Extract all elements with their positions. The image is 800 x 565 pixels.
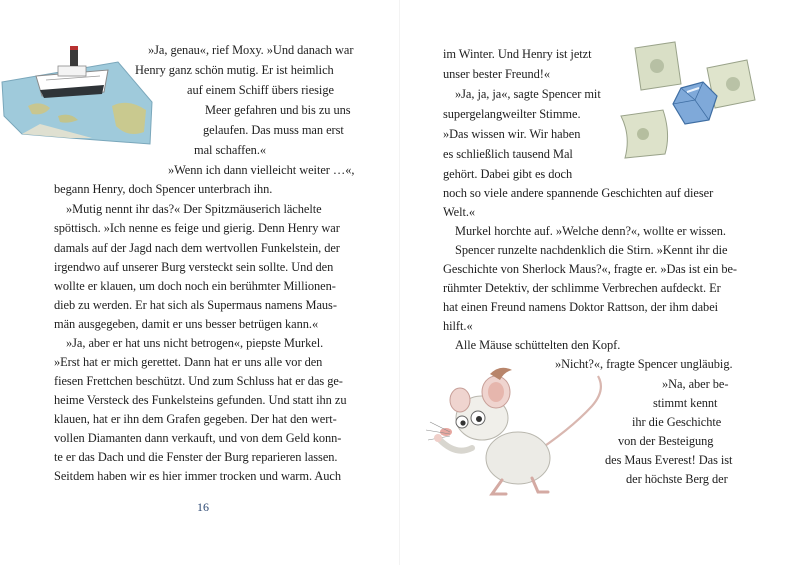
text-line: »Das wissen wir. Wir haben [443,127,581,141]
text-line: rühmter Detektiv, der schlimme Verbrechen aufdeckt. Er [443,281,721,295]
text-line: gelaufen. Das muss man erst [203,123,344,137]
text-line: »Na, aber be- [662,377,729,391]
text-line: im Winter. Und Henry ist jetzt [443,47,592,61]
text-line: fiesen Frettchen beschützt. Und zum Schluss hat er das ge- [54,374,343,388]
text-line: wollte er klauen, um doch noch ein berühmter Millionen- [54,279,336,293]
text-line: mal schaffen.« [194,143,267,157]
text-line: Welt.« [443,205,476,219]
text-line: stimmt kennt [653,396,718,410]
mouse-character-illustration [420,360,620,500]
text-line: »Ja, aber er hat uns nicht betrogen«, piepste Murkel. [66,336,324,350]
text-line: »Mutig nennt ihr das?« Der Spitzmäuserich lächelte [66,202,322,216]
text-line: hat einen Freund namens Doktor Rattson, der ihm dabei [443,300,719,314]
text-line: unser bester Freund!« [443,67,550,81]
text-line: damals auf der Jagd nach dem wertvollen Funkelstein, der [54,241,340,255]
text-line: supergelangweilter Stimme. [443,107,581,121]
text-line: von der Besteigung [618,434,714,448]
text-line: hilft.« [443,319,473,333]
text-line: Alle Mäuse schüttelten den Kopf. [455,338,621,352]
ship-on-map-illustration [0,40,160,155]
text-line: Murkel horchte auf. »Welche denn?«, wollte er wissen. [455,224,726,238]
text-line: gehört. Dabei gibt es doch [443,167,573,181]
text-line: »Ja, genau«, rief Moxy. »Und danach war [148,43,354,57]
text-line: dieb zu werden. Er hat sich als Supermaus namens Maus- [54,298,337,312]
text-line: Henry ganz schön mutig. Er ist heimlich [135,63,334,77]
text-line: noch so viele andere spannende Geschichten auf dieser [443,186,714,200]
text-line: Spencer runzelte nachdenklich die Stirn. »Kennt ihr die [455,243,728,257]
text-line: der höchste Berg der [626,472,728,486]
text-line: Meer gefahren und bis zu uns [205,103,351,117]
text-line: Seitdem haben wir es hier immer trocken und warm. Auch [54,469,342,483]
text-line: Geschichte von Sherlock Maus?«, fragte er. »Das ist ein be- [443,262,737,276]
text-line: des Maus Everest! Das ist [605,453,733,467]
right-page [400,0,800,565]
text-line: te er das Dach und die Fenster der Burg reparieren lassen. [54,450,338,464]
text-line: vollen Diamanten dann verkauft, und von dem Geld konn- [54,431,342,445]
text-line: irgendwo auf unserer Burg versteckt sein sollte. Und den [54,260,334,274]
text-line: ihr die Geschichte [632,415,722,429]
text-line: es schließlich tausend Mal [443,147,573,161]
text-line: auf einem Schiff übers riesige [187,83,334,97]
banknotes-and-diamond-illustration [615,38,765,166]
text-line: »Wenn ich dann vielleicht weiter …«, [168,163,355,177]
text-line: heime Versteck des Funkelsteins gefunden. Und statt ihn zu [54,393,347,407]
text-line: spöttisch. »Ich nenne es feige und gierig. Denn Henry war [54,221,340,235]
text-line: »Nicht?«, fragte Spencer ungläubig. [555,357,733,371]
page-number: 16 [197,500,209,514]
text-line: »Ja, ja, ja«, sagte Spencer mit [455,87,601,101]
text-line: begann Henry, doch Spencer unterbrach ihn. [54,182,273,196]
text-line: klauen, hat er ihn dem Grafen gegeben. Der hat den wert- [54,412,337,426]
text-line: »Erst hat er mich gerettet. Dann hat er uns alle vor den [54,355,323,369]
text-line: män ausgegeben, damit er uns besser betrügen kann.« [54,317,319,331]
